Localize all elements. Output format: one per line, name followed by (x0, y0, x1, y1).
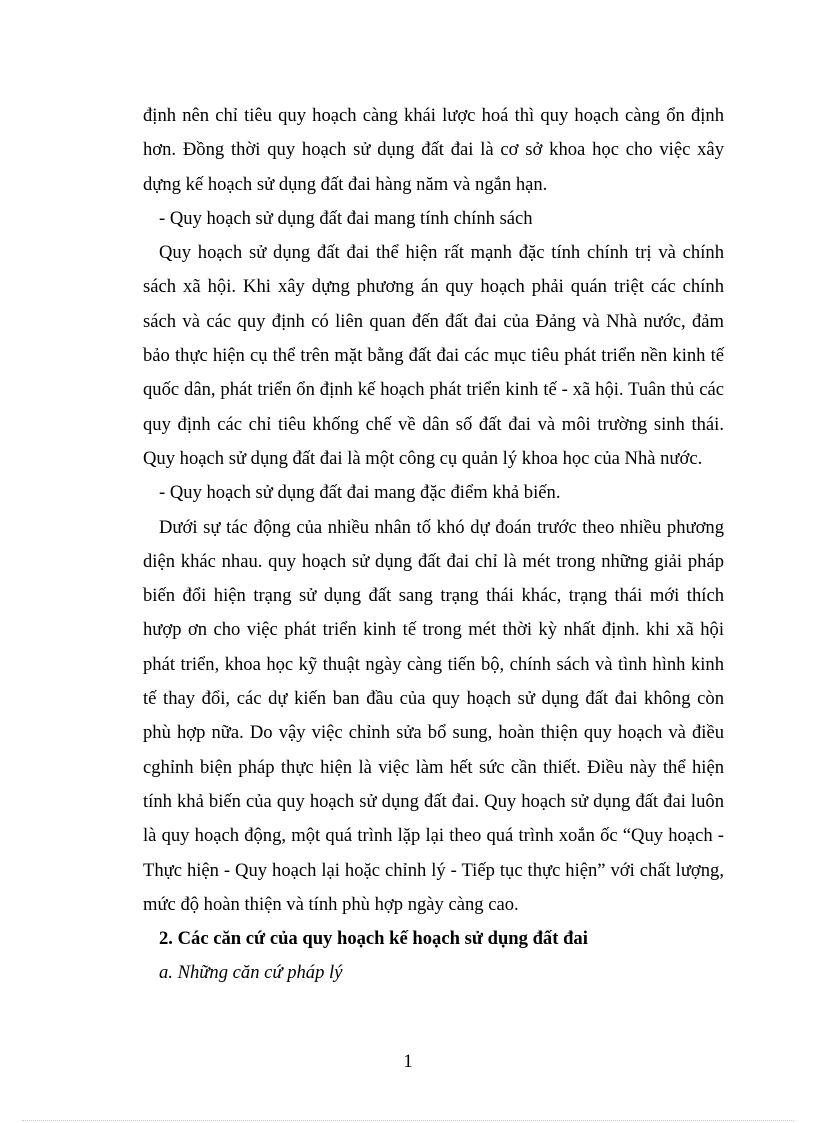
page-number: 1 (403, 1051, 413, 1072)
bullet-variability: - Quy hoạch sử dụng đất đai mang đặc điểm khả biến. (159, 482, 561, 504)
page-bottom-divider (22, 1120, 794, 1121)
paragraph-continuation: định nên chỉ tiêu quy hoạch càng khái lược hoá thì quy hoạch càng ổn định hơn. Đồng thời quy hoạch sử dụng đất đai là cơ sở khoa học cho việc xây dựng kế hoạch sử dụng đất đai hàng năm và ngắn hạn. (143, 105, 724, 195)
paragraph-policy: Quy hoạch sử dụng đất đai thể hiện rất mạnh đặc tính chính trị và chính sách xã hội. Khi xây dựng phương án quy hoạch phải quán triệt các chính sách và các quy định có liên quan đến đất đai của Đảng và Nhà nước, đảm bảo thực hiện cụ thể trên mặt bằng đất đai các mục tiêu phát triển nền kinh tế quốc dân, phát triển ổn định kế hoạch phát triển kinh tế - xã hội. Tuân thủ các quy định các chỉ tiêu khống chế về dân số đất đai và môi trường sinh thái. Quy hoạch sử dụng đất đai là một công cụ quản lý khoa học của Nhà nước. (143, 242, 724, 469)
subsection-heading: a. Những căn cứ pháp lý (159, 962, 343, 984)
paragraph-variability: Dưới sự tác động của nhiều nhân tố khó dự đoán trước theo nhiều phương diện khác nhau. quy hoạch sử dụng đất đai chỉ là mét trong những giải pháp biến đổi hiện trạng sử dụng đất sang trạng thái khác, trạng thái mới thích hượp ơn cho việc phát triển kinh tế trong mét thời kỳ nhất định. khi xã hội phát triển, khoa học kỹ thuật ngày càng tiến bộ, chính sách và tình hình kinh tế thay đổi, các dự kiến ban đầu của quy hoạch sử dụng đất đai không còn phù hợp nữa. Do vậy việc chỉnh sửa bổ sung, hoàn thiện quy hoạch và điều cghỉnh biện pháp thực hiện là việc làm hết sức cần thiết. Điều này thể hiện tính khả biến của quy hoạch sử dụng đất đai. Quy hoạch sử dụng đất đai luôn là quy hoạch động, một quá trình lặp lại theo quá trình xoắn ốc “Quy hoạch - Thực hiện - Quy hoạch lại hoặc chỉnh lý - Tiếp tục thực hiện” với chất lượng, mức độ hoàn thiện và tính phù hợp ngày càng cao. (143, 516, 724, 915)
section-heading: 2. Các căn cứ của quy hoạch kế hoạch sử dụng đất đai (159, 928, 588, 950)
bullet-policy: - Quy hoạch sử dụng đất đai mang tính chính sách (159, 207, 533, 229)
document-body (143, 99, 724, 991)
